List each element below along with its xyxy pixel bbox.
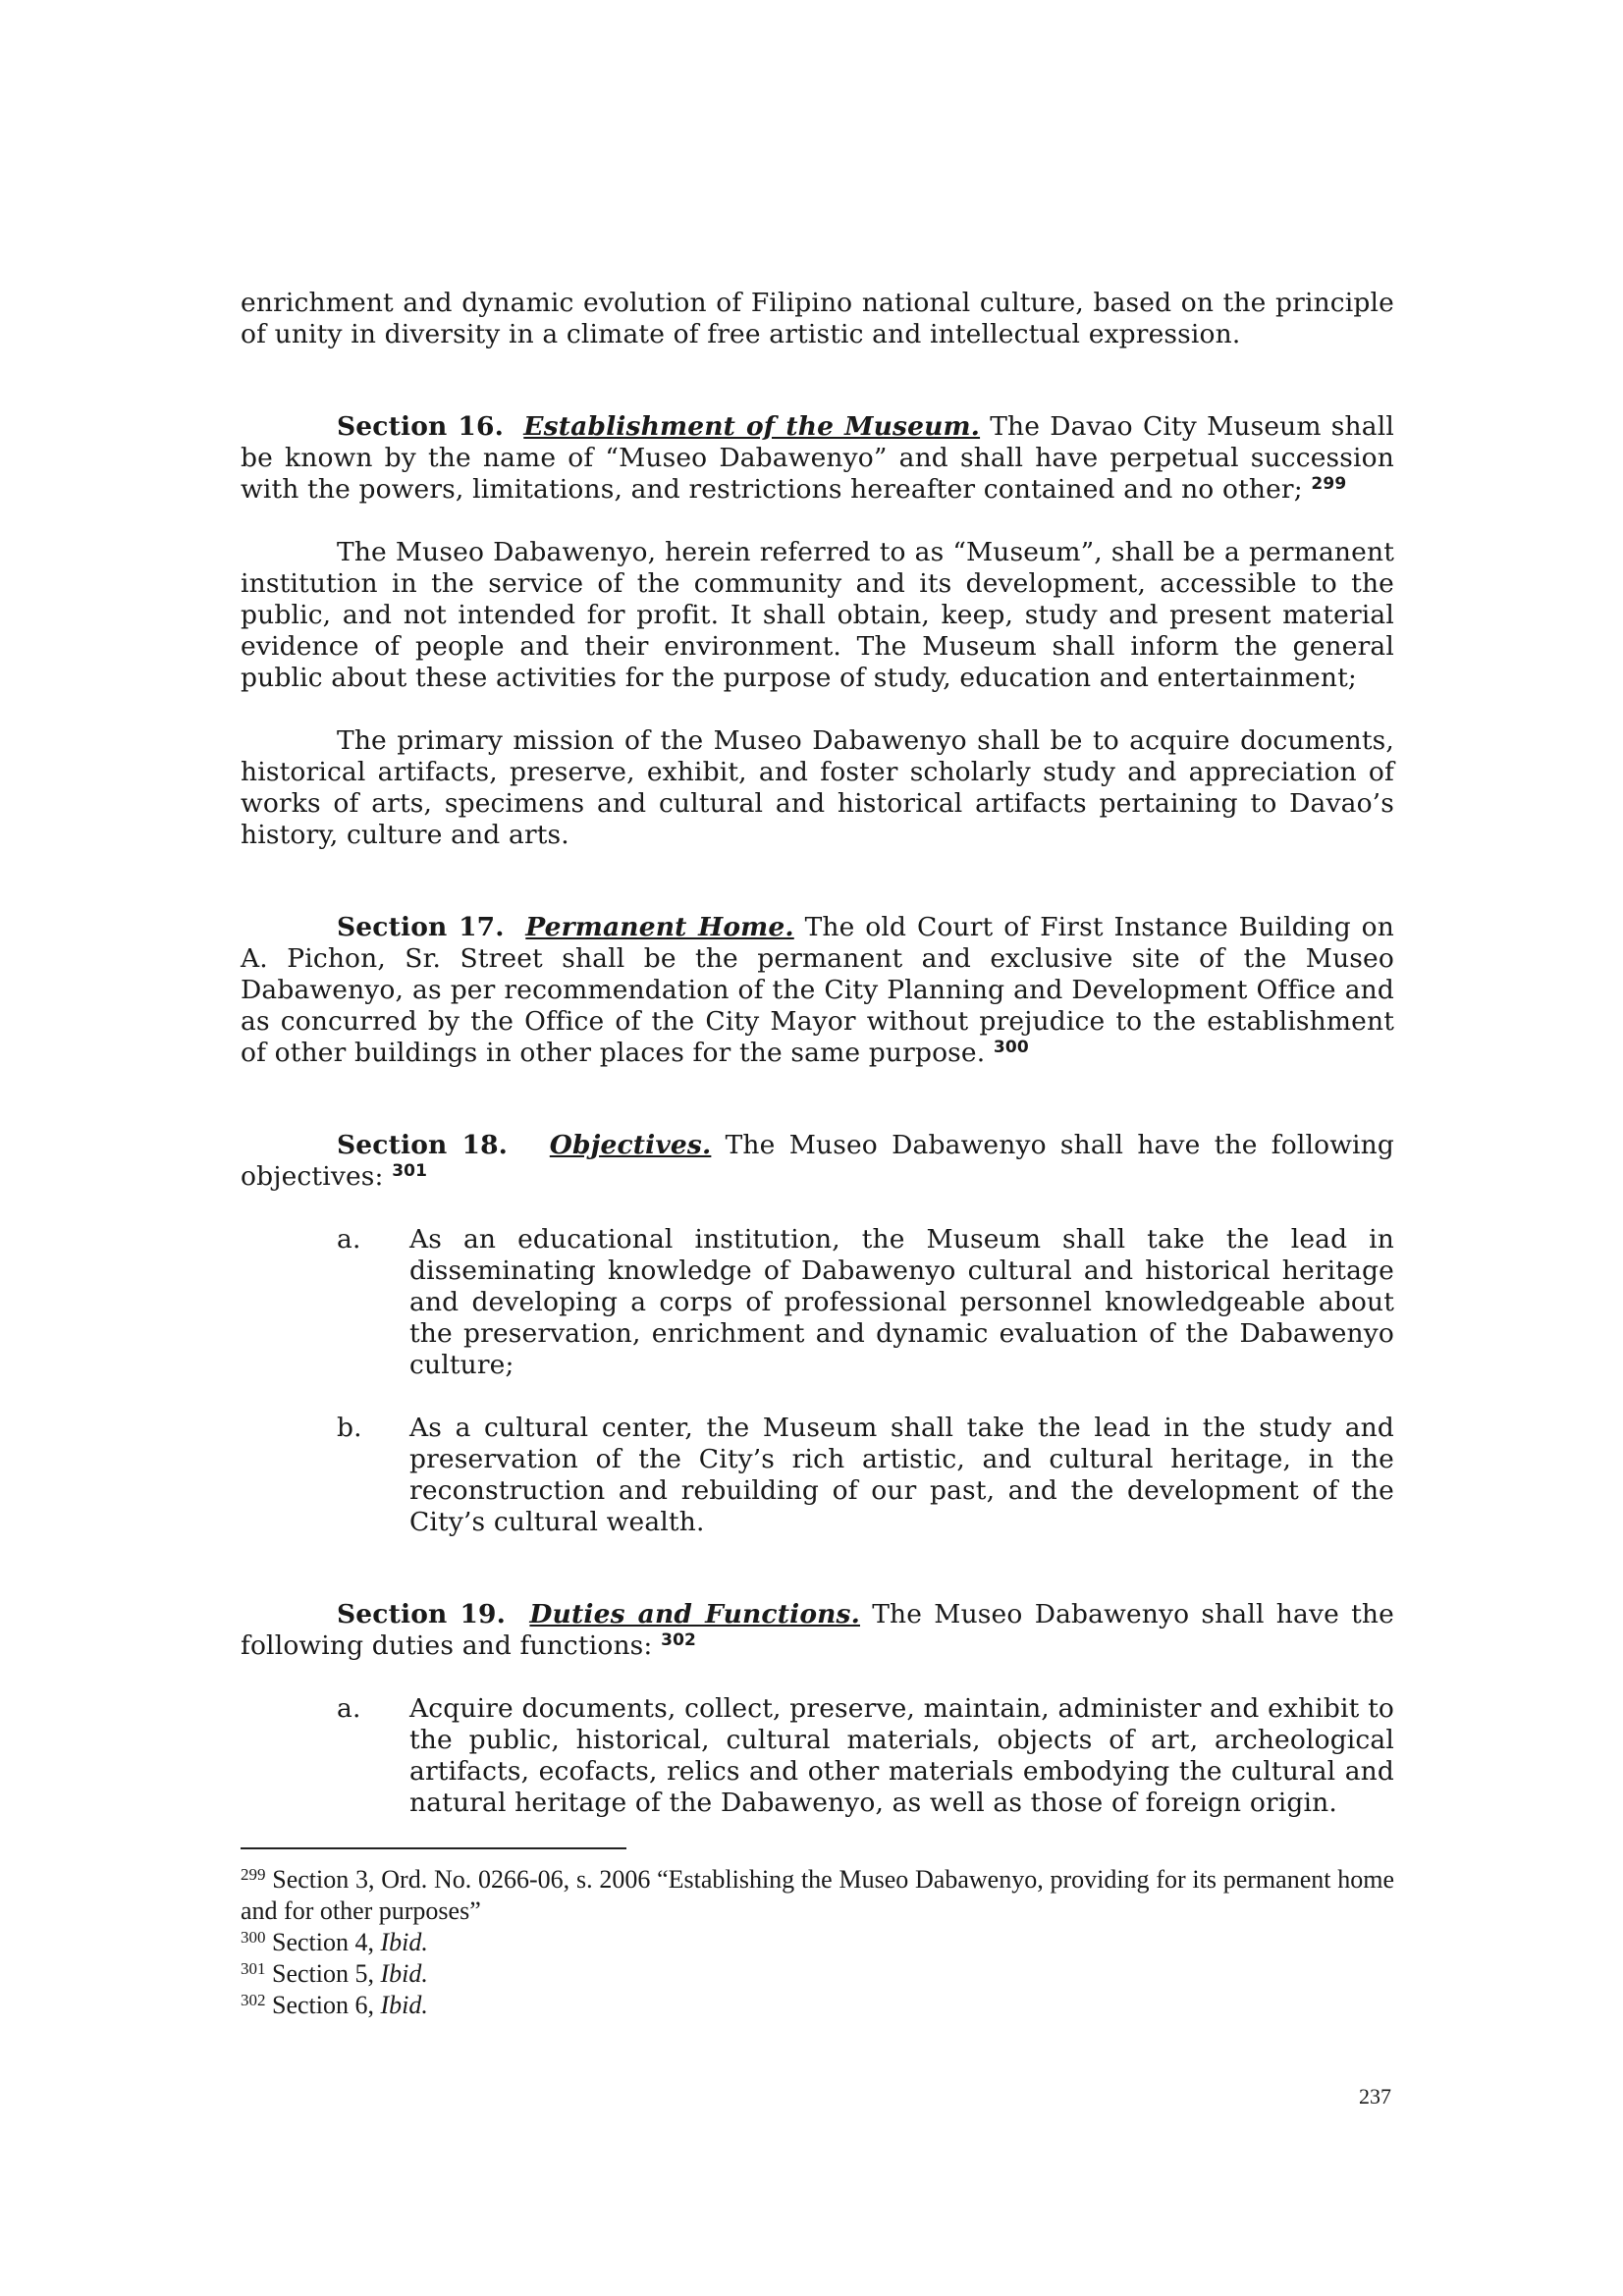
section-18-number: Section 18.: [337, 1130, 509, 1160]
footnote-301: [241, 1958, 1394, 1990]
footnote-ref-302: 302: [661, 1630, 697, 1650]
section-19-text: The Museo Dabawenyo shall have the following duties and functions:: [241, 1599, 1394, 1661]
footnote-299: [241, 1864, 1394, 1927]
section-16-text: The Davao City Museum shall be known by the name of “Museo Dabawenyo” and shall have perpetual succession with the powers, limitations, and restrictions hereafter contained and no other;: [241, 411, 1394, 505]
list-marker: a.: [337, 1693, 361, 1724]
opening-paragraph: enrichment and dynamic evolution of Filipino national culture, based on the principle of unity in diversity in a climate of free artistic and intellectual expression.: [241, 288, 1394, 349]
footnote-number: 301: [241, 1959, 266, 1978]
footnotes: [241, 1864, 1394, 2021]
list-marker: b.: [337, 1413, 362, 1443]
footnote-302: [241, 1990, 1394, 2021]
section-19-title: Duties and Functions.: [529, 1599, 861, 1629]
section-16-paragraph: [241, 411, 1394, 506]
list-item-text: As a cultural center, the Museum shall take the lead in the study and preservation of the City’s rich artistic, and cultural heritage, in the reconstruction and rebuilding of our past, and the development of the City’s cultural wealth.: [409, 1413, 1394, 1537]
section-16-paragraph-3: The primary mission of the Museo Dabawenyo shall be to acquire documents, historical artifacts, preserve, exhibit, and foster scholarly study and appreciation of works of arts, specimens and cultural and historical artifacts pertaining to Davao’s history, culture and arts.: [241, 725, 1394, 850]
footnote-ref-301: 301: [392, 1161, 428, 1181]
section-19-number: Section 19.: [337, 1599, 506, 1629]
footnote-text: Section 5,: [265, 1959, 381, 1988]
list-item-text: As an educational institution, the Museum shall take the lead in disseminating knowledge of Dabawenyo cultural and historical heritage and developing a corps of professional personnel knowledgeable about the preservation, enrichment and dynamic evaluation of the Dabawenyo culture;: [409, 1224, 1394, 1380]
footnote-ibid: Ibid.: [380, 1928, 428, 1956]
section-19-item-a: [241, 1693, 1394, 1819]
footnote-300: [241, 1927, 1394, 1958]
section-18-paragraph: [241, 1130, 1394, 1193]
footnote-number: 299: [241, 1865, 266, 1884]
section-17-paragraph: [241, 912, 1394, 1069]
footnote-ibid: Ibid.: [380, 1959, 428, 1988]
section-16-title: Establishment of the Museum.: [523, 411, 981, 442]
footnote-number: 300: [241, 1928, 266, 1947]
section-18-item-a: [241, 1224, 1394, 1381]
section-16-paragraph-2: The Museo Dabawenyo, herein referred to as “Museum”, shall be a permanent institution in the service of the community and its development, accessible to the public, and not intended for profit. It shall obtain, keep, study and present material evidence of people and their environment. The Museum shall inform the general public about these activities for the purpose of study, education and entertainment;: [241, 537, 1394, 693]
footnote-number: 302: [241, 1991, 266, 2009]
list-item-text: Acquire documents, collect, preserve, maintain, administer and exhibit to the public, historical, cultural materials, objects of art, archeological artifacts, ecofacts, relics and other materials embodying the cultural and natural heritage of the Dabawenyo, as well as those of foreign origin.: [409, 1693, 1394, 1818]
page-number: 237: [1359, 2084, 1391, 2109]
section-18-text: The Museo Dabawenyo shall have the following objectives:: [241, 1130, 1394, 1192]
document-body: [241, 288, 1394, 1819]
section-18-title: Objectives.: [549, 1130, 712, 1160]
section-17-title: Permanent Home.: [525, 912, 794, 942]
section-17-text: The old Court of First Instance Building on A. Pichon, Sr. Street shall be the permanent and exclusive site of the Museo Dabawenyo, as per recommendation of the City Planning and Development Office and as concurred by the Office of the City Mayor without prejudice to the establishment of other buildings in other places for the same purpose.: [241, 912, 1394, 1068]
footnote-text: Section 4,: [265, 1928, 381, 1956]
footnote-ref-300: 300: [993, 1038, 1029, 1057]
section-18-item-b: [241, 1413, 1394, 1538]
list-marker: a.: [337, 1224, 361, 1255]
section-19-paragraph: [241, 1599, 1394, 1662]
section-17-number: Section 17.: [337, 912, 505, 942]
footnote-text: Section 6,: [265, 1991, 381, 2019]
section-16-number: Section 16.: [337, 411, 504, 442]
footnote-text: Section 3, Ord. No. 0266-06, s. 2006 “Establishing the Museo Dabawenyo, providing for its permanent home and for other purposes”: [241, 1865, 1394, 1925]
footnote-separator: [241, 1847, 626, 1849]
footnote-ibid: Ibid.: [380, 1991, 428, 2019]
footnote-ref-299: 299: [1311, 474, 1347, 494]
